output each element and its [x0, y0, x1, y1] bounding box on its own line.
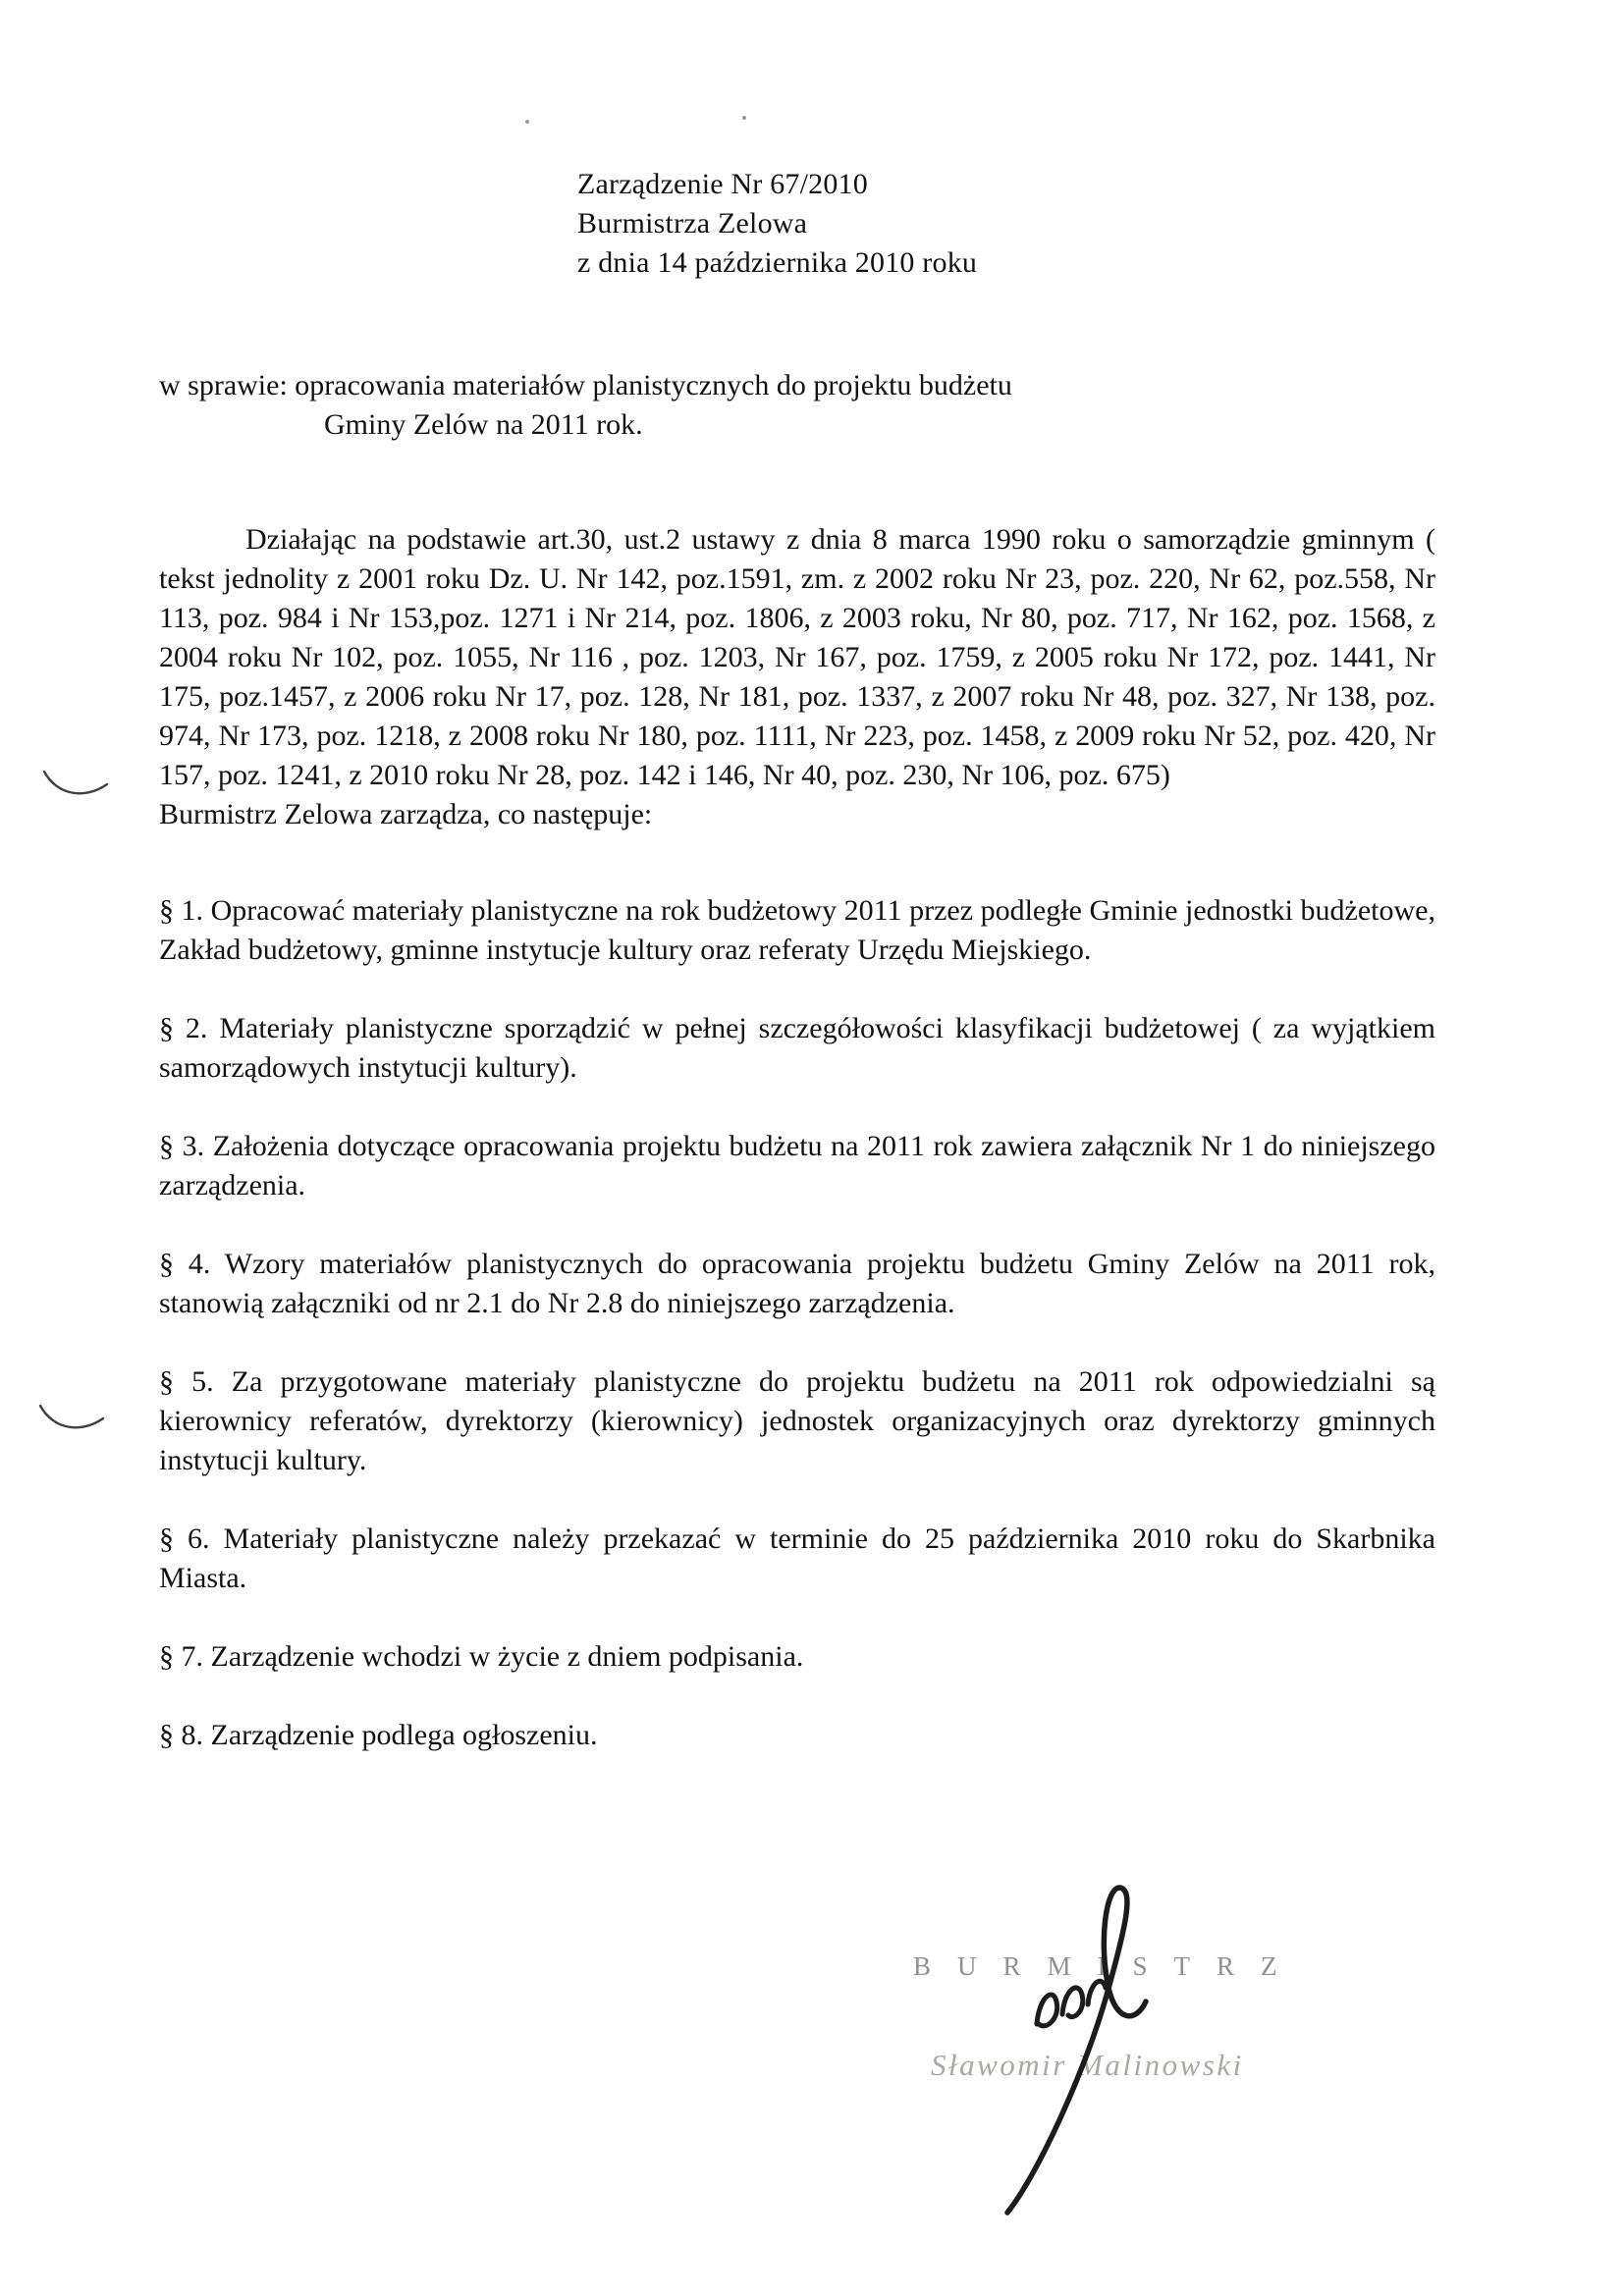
scan-speck — [742, 116, 746, 120]
subject-line-1: w sprawie: opracowania materiałów planistycznych do projektu budżetu — [159, 369, 1012, 401]
document-title-block — [577, 165, 977, 283]
margin-pen-mark-icon — [37, 1398, 108, 1441]
section-paragraph-5: § 5. Za przygotowane materiały planistyczne do projektu budżetu na 2011 rok odpowiedzialni są kierownicy referatów, dyrektorzy (kierownicy) jednostek organizacyjnych oraz dyrektorzy gminnych instytucji kultury. — [159, 1365, 1435, 1476]
margin-pen-mark-icon — [41, 764, 112, 807]
section-paragraph-4: § 4. Wzory materiałów planistycznych do opracowania projektu budżetu Gminy Zelów na 2011 rok, stanowią załączniki od nr 2.1 do Nr 2.8 do niniejszego zarządzenia. — [159, 1248, 1435, 1319]
legal-basis-block — [159, 520, 1435, 834]
mayor-stamp-name: Sławomir Malinowski — [931, 2048, 1244, 2082]
mayor-stamp-title: BURMISTRZ — [913, 1951, 1304, 1981]
section-paragraph-8: § 8. Zarządzenie podlega ogłoszeniu. — [159, 1719, 598, 1751]
subject-line-2: Gminy Zelów na 2011 rok. — [324, 408, 643, 441]
ordinance-date: z dnia 14 października 2010 roku — [577, 246, 978, 279]
section-paragraph-2: § 2. Materiały planistyczne sporządzić w pełnej szczegółowości klasyfikacji budżetowej ( za wyjątkiem samorządowych instytucji kultury). — [159, 1012, 1435, 1084]
scan-speck — [525, 120, 529, 124]
issuing-authority: Burmistrza Zelowa — [577, 207, 808, 240]
handwritten-signature-icon — [990, 1877, 1176, 2220]
legal-basis-paragraph: Działając na podstawie art.30, ust.2 ustawy z dnia 8 marca 1990 roku o samorządzie gminnym ( tekst jednolity z 2001 roku Dz. U. Nr 142, poz.1591, zm. z 2002 roku Nr 23, poz. 220, Nr 62, poz.558, Nr 113, poz. 984 i Nr 153,poz. 1271 i Nr 214, poz. 1806, z 2003 roku, Nr 80, poz. 717, Nr 162, poz. 1568, z 2004 roku Nr 102, poz. 1055, Nr 116 , poz. 1203, Nr 167, poz. 1759, z 2005 roku Nr 172, poz. 1441, Nr 175, poz.1457, z 2006 roku Nr 17, poz. 128, Nr 181, poz. 1337, z 2007 roku Nr 48, poz. 327, Nr 138, poz. 974, Nr 173, poz. 1218, z 2008 roku Nr 180, poz. 1111, Nr 223, poz. 1458, z 2009 roku Nr 52, poz. 420, Nr 157, poz. 1241, z 2010 roku Nr 28, poz. 142 i 146, Nr 40, poz. 230, Nr 106, poz. 675) — [159, 523, 1435, 791]
sections-block — [159, 891, 1435, 1794]
section-paragraph-6: § 6. Materiały planistyczne należy przekazać w terminie do 25 października 2010 roku do Skarbnika Miasta. — [159, 1522, 1435, 1594]
subject-block — [159, 366, 1012, 445]
enactment-clause: Burmistrz Zelowa zarządza, co następuje: — [159, 798, 653, 830]
section-paragraph-7: § 7. Zarządzenie wchodzi w życie z dniem podpisania. — [159, 1640, 804, 1673]
section-paragraph-3: § 3. Założenia dotyczące opracowania projektu budżetu na 2011 rok zawiera załącznik Nr 1 do niniejszego zarządzenia. — [159, 1130, 1435, 1201]
ordinance-number: Zarządzenie Nr 67/2010 — [577, 168, 868, 200]
section-paragraph-1: § 1. Opracować materiały planistyczne na rok budżetowy 2011 przez podległe Gminie jednostki budżetowe, Zakład budżetowy, gminne instytucje kultury oraz referaty Urzędu Miejskiego. — [159, 894, 1435, 966]
